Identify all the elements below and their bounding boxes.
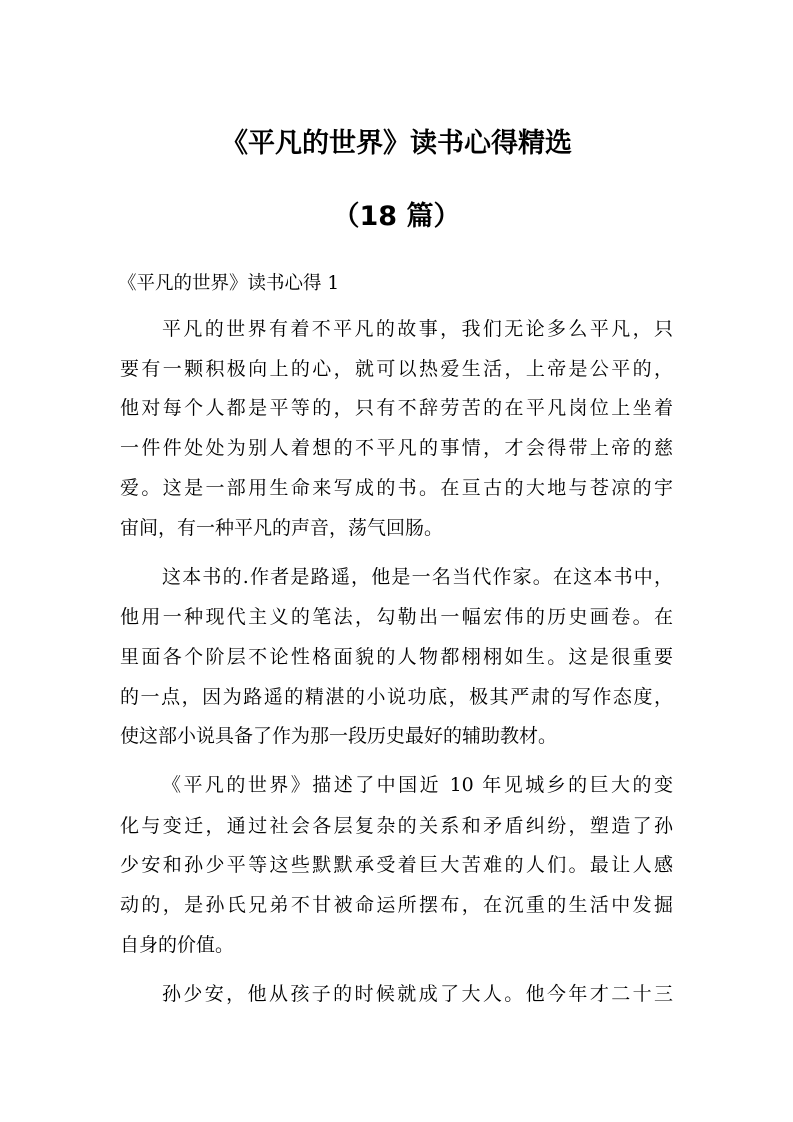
paragraph-line: 这本书的.作者是路遥，他是一名当代作家。在这本书中， (162, 566, 673, 588)
paragraph-line: 自身的价值。 (120, 934, 235, 956)
paragraph-line: 化与变迁，通过社会各层复杂的关系和矛盾纠纷，塑造了孙 (120, 815, 673, 837)
paragraph-line: 爱。这是一部用生命来写成的书。在亘古的大地与苍凉的宇 (120, 477, 673, 499)
paragraph-line: 孙少安，他从孩子的时候就成了大人。他今年才二十三 (162, 983, 673, 1005)
document-subtitle: （18 篇） (332, 201, 461, 232)
paragraph-line: 平凡的世界有着不平凡的故事，我们无论多么平凡，只 (162, 318, 673, 340)
paragraph-line: 宙间，有一种平凡的声音，荡气回肠。 (120, 517, 444, 539)
section-heading: 《平凡的世界》读书心得 1 (118, 273, 340, 294)
document-title: 《平凡的世界》读书心得精选 (221, 128, 572, 159)
paragraph-line: 的一点，因为路遥的精湛的小说功底，极其严肃的写作态度， (120, 686, 673, 708)
paragraph-line: 少安和孙少平等这些默默承受着巨大苦难的人们。最让人感 (120, 854, 673, 876)
paragraph-line: 一件件处处为别人着想的不平凡的事情，才会得带上帝的慈 (120, 437, 673, 459)
paragraph-line: 《平凡的世界》描述了中国近 10 年见城乡的巨大的变 (162, 774, 673, 796)
paragraph-line: 里面各个阶层不论性格面貌的人物都栩栩如生。这是很重要 (120, 646, 673, 668)
paragraph-line: 要有一颗积极向上的心，就可以热爱生活，上帝是公平的， (120, 358, 673, 380)
paragraph-line: 使这部小说具备了作为那一段历史最好的辅助教材。 (120, 725, 558, 747)
paragraph-line: 他对每个人都是平等的，只有不辞劳苦的在平凡岗位上坐着 (120, 397, 673, 419)
paragraph-line: 他用一种现代主义的笔法，勾勒出一幅宏伟的历史画卷。在 (120, 606, 673, 628)
paragraph-line: 动的，是孙氏兄弟不甘被命运所摆布，在沉重的生活中发掘 (120, 894, 673, 916)
